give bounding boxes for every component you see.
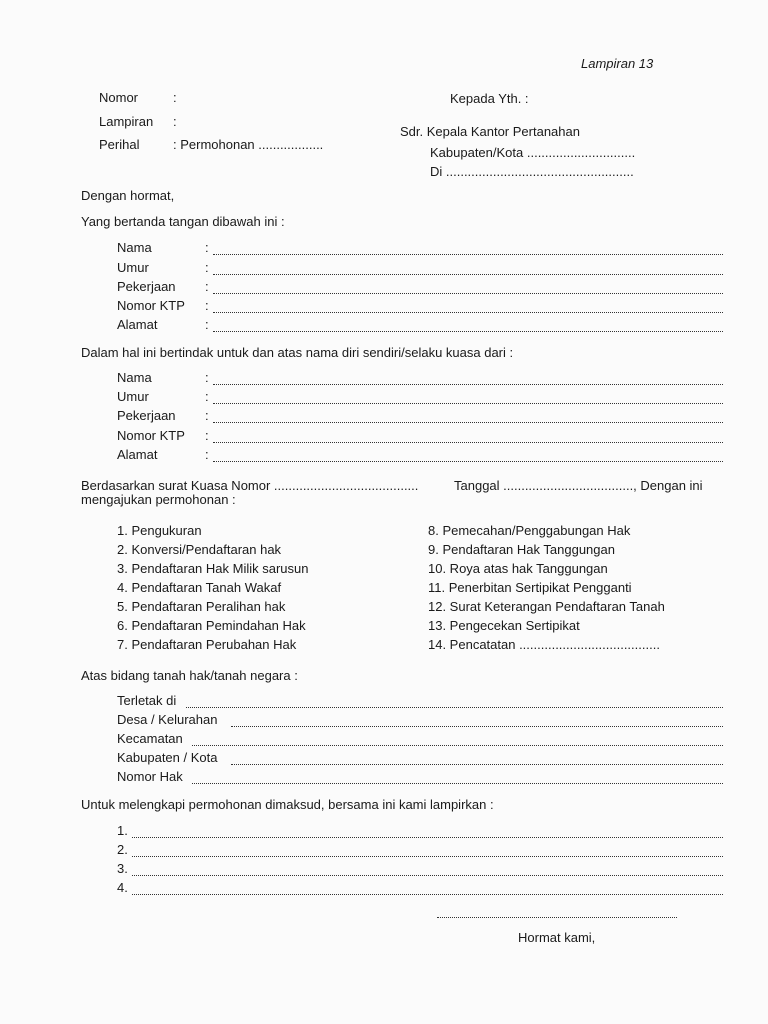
attachment-number: 4. bbox=[117, 880, 128, 895]
attachment-line[interactable] bbox=[132, 844, 723, 857]
field-colon: : bbox=[205, 317, 209, 332]
field-label: Nama bbox=[117, 370, 152, 385]
land-field-line[interactable] bbox=[231, 714, 723, 727]
surat-kuasa-line1a: Berdasarkan surat Kuasa Nomor ........................................ bbox=[81, 478, 419, 493]
field-colon: : bbox=[205, 298, 209, 313]
land-field-label: Nomor Hak bbox=[117, 769, 183, 784]
field-colon: : bbox=[205, 428, 209, 443]
attachment-line[interactable] bbox=[132, 863, 723, 876]
field-line[interactable] bbox=[213, 242, 723, 255]
field-colon: : bbox=[205, 408, 209, 423]
lampiran-field-label: Lampiran bbox=[99, 114, 154, 129]
field-label: Nomor KTP bbox=[117, 428, 185, 443]
field-label: Pekerjaan bbox=[117, 279, 176, 294]
salutation: Dengan hormat, bbox=[81, 188, 175, 203]
kepada-label: Kepada Yth. : bbox=[450, 91, 529, 106]
land-field-line[interactable] bbox=[231, 752, 723, 765]
field-colon: : bbox=[205, 370, 209, 385]
land-field-label: Kabupaten / Kota bbox=[117, 750, 218, 765]
surat-kuasa-line1b: Tanggal ...................................., Dengan ini bbox=[454, 478, 703, 493]
field-line[interactable] bbox=[213, 410, 723, 423]
field-colon: : bbox=[205, 279, 209, 294]
attachment-line[interactable] bbox=[132, 825, 723, 838]
attachment-number: 1. bbox=[117, 823, 128, 838]
perihal-label: Perihal bbox=[99, 137, 140, 152]
field-line[interactable] bbox=[213, 319, 723, 332]
lampiran-label: Lampiran 13 bbox=[581, 56, 654, 71]
service-item: 5. Pendaftaran Peralihan hak bbox=[117, 599, 286, 614]
land-field-line[interactable] bbox=[192, 733, 723, 746]
land-field-label: Kecamatan bbox=[117, 731, 183, 746]
attach-intro: Untuk melengkapi permohonan dimaksud, bersama ini kami lampirkan : bbox=[81, 797, 494, 812]
land-field-label: Desa / Kelurahan bbox=[117, 712, 218, 727]
service-item: 3. Pendaftaran Hak Milik sarusun bbox=[117, 561, 309, 576]
field-colon: : bbox=[205, 389, 209, 404]
attachment-number: 3. bbox=[117, 861, 128, 876]
field-label: Umur bbox=[117, 389, 149, 404]
intro-text: Yang bertanda tangan dibawah ini : bbox=[81, 214, 285, 229]
field-line[interactable] bbox=[213, 391, 723, 404]
attachment-line[interactable] bbox=[132, 882, 723, 895]
lampiran-colon: : bbox=[173, 114, 177, 129]
field-label: Pekerjaan bbox=[117, 408, 176, 423]
kuasa-intro: Dalam hal ini bertindak untuk dan atas nama diri sendiri/selaku kuasa dari : bbox=[81, 345, 514, 360]
land-field-label: Terletak di bbox=[117, 693, 177, 708]
surat-kuasa-line2: mengajukan permohonan : bbox=[81, 492, 236, 507]
service-item: 11. Penerbitan Sertipikat Pengganti bbox=[428, 580, 632, 595]
field-line[interactable] bbox=[213, 281, 723, 294]
service-item: 12. Surat Keterangan Pendaftaran Tanah bbox=[428, 599, 665, 614]
field-label: Umur bbox=[117, 260, 149, 275]
service-item: 8. Pemecahan/Penggabungan Hak bbox=[428, 523, 631, 538]
service-item: 4. Pendaftaran Tanah Wakaf bbox=[117, 580, 282, 595]
field-line[interactable] bbox=[213, 300, 723, 313]
land-intro: Atas bidang tanah hak/tanah negara : bbox=[81, 668, 298, 683]
service-item: 7. Pendaftaran Perubahan Hak bbox=[117, 637, 297, 652]
service-item: 1. Pengukuran bbox=[117, 523, 202, 538]
service-item: 13. Pengecekan Sertipikat bbox=[428, 618, 580, 633]
service-item: 14. Pencatatan ....................................... bbox=[428, 637, 660, 652]
service-item: 9. Pendaftaran Hak Tanggungan bbox=[428, 542, 615, 557]
land-field-line[interactable] bbox=[186, 695, 723, 708]
service-item: 10. Roya atas hak Tanggungan bbox=[428, 561, 608, 576]
field-colon: : bbox=[205, 240, 209, 255]
service-item: 2. Konversi/Pendaftaran hak bbox=[117, 542, 282, 557]
field-colon: : bbox=[205, 260, 209, 275]
land-field-line[interactable] bbox=[192, 771, 723, 784]
sdr-label: Sdr. Kepala Kantor Pertanahan bbox=[400, 124, 580, 139]
field-label: Nomor KTP bbox=[117, 298, 185, 313]
nomor-label: Nomor bbox=[99, 90, 139, 105]
field-line[interactable] bbox=[213, 430, 723, 443]
kabupaten-line: Kabupaten/Kota .............................. bbox=[430, 145, 636, 160]
closing-text: Hormat kami, bbox=[518, 930, 596, 945]
field-line[interactable] bbox=[213, 372, 723, 385]
service-item: 6. Pendaftaran Pemindahan Hak bbox=[117, 618, 306, 633]
di-line: Di .................................................... bbox=[430, 164, 634, 179]
date-place-line[interactable] bbox=[437, 905, 677, 918]
field-label: Alamat bbox=[117, 447, 158, 462]
perihal-value: : Permohonan .................. bbox=[173, 137, 324, 152]
field-line[interactable] bbox=[213, 449, 723, 462]
field-label: Nama bbox=[117, 240, 152, 255]
nomor-colon: : bbox=[173, 90, 177, 105]
field-colon: : bbox=[205, 447, 209, 462]
field-line[interactable] bbox=[213, 262, 723, 275]
field-label: Alamat bbox=[117, 317, 158, 332]
attachment-number: 2. bbox=[117, 842, 128, 857]
